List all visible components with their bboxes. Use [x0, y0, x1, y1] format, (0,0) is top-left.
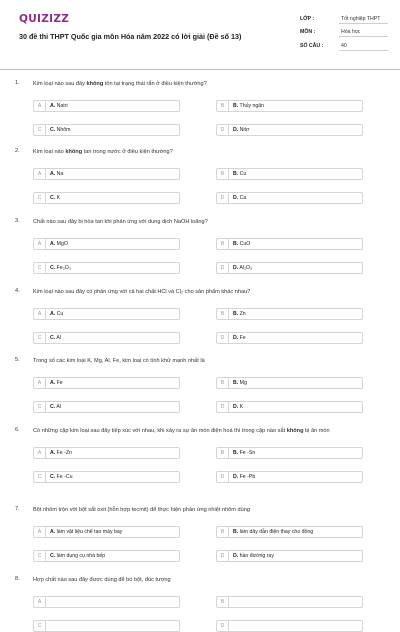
quizizz-logo: QUIZIZZ	[19, 13, 70, 25]
option-label	[50, 101, 68, 112]
option-text: làm vật liệu chế tạo máy bay	[56, 529, 123, 535]
option-label	[233, 169, 246, 180]
emphasis-text: không	[65, 149, 83, 155]
option-text: Fe -Sn	[239, 450, 256, 456]
meta-label: SỐ CÂU :	[300, 42, 324, 49]
option-letter-badge: C	[34, 621, 46, 632]
answer-option-b[interactable]	[216, 447, 363, 459]
option-key: B.	[233, 103, 239, 109]
option-key: D.	[233, 335, 239, 341]
option-letter-badge: A	[34, 597, 46, 608]
option-text: Fe -Cu	[56, 474, 73, 480]
option-label	[233, 193, 246, 204]
answer-option-d[interactable]	[216, 471, 363, 483]
option-label	[233, 239, 250, 250]
answer-option-a[interactable]	[33, 526, 180, 538]
question-text: Có những cặp kim loại sau đây tiếp xúc với nhau, khi xảy ra sự ăn mòn điện hoá thì trong cặp nào sắt không bị ăn mòn	[33, 428, 330, 434]
question-text: Kim loại nào không tan trong nước ở điều kiện thường?	[33, 149, 173, 155]
question-text: Chất nào sau đây bị hòa tan khi phản ứng với dung dịch NaOH loãng?	[33, 219, 208, 225]
option-text: Ca	[239, 195, 247, 201]
option-letter-badge: A	[34, 448, 46, 459]
answer-option-c[interactable]	[33, 620, 180, 632]
option-letter-badge: B	[217, 527, 229, 538]
option-text: Mg	[239, 380, 247, 386]
answer-option-d[interactable]	[216, 124, 363, 136]
option-label	[50, 527, 122, 538]
answer-option-b[interactable]	[216, 596, 363, 608]
option-letter-badge: C	[34, 472, 46, 483]
meta-row-grade	[300, 12, 388, 26]
option-text: làm dụng cụ nhà bếp	[56, 553, 106, 559]
option-letter-badge: B	[217, 169, 229, 180]
meta-label: LỚP :	[300, 15, 315, 22]
option-letter-badge: B	[217, 309, 229, 320]
option-letter-badge: D	[217, 621, 229, 632]
question-number: 3.	[15, 218, 20, 224]
option-text: làm dây dẫn điện thay cho đồng	[239, 529, 314, 535]
option-label	[50, 125, 70, 136]
question-number: 4.	[15, 288, 20, 294]
option-key: A.	[50, 450, 56, 456]
option-text: Al	[56, 404, 61, 410]
option-label	[50, 472, 73, 483]
option-letter-badge: A	[34, 527, 46, 538]
option-key: C.	[50, 404, 56, 410]
option-label	[233, 527, 313, 538]
answer-option-c[interactable]	[33, 401, 180, 413]
option-key: C.	[50, 127, 56, 133]
option-text: Nitơ	[239, 127, 250, 133]
option-letter-badge: C	[34, 551, 46, 562]
answer-option-b[interactable]	[216, 168, 363, 180]
option-label	[233, 472, 255, 483]
option-key: B.	[233, 380, 239, 386]
option-label	[50, 169, 63, 180]
question-text: Kim loại nào sau đây không tồn tại trạng thái rắn ở điều kiện thường?	[33, 81, 207, 87]
answer-option-b[interactable]	[216, 526, 363, 538]
option-key: A.	[50, 241, 56, 247]
answer-option-a[interactable]	[33, 100, 180, 112]
answer-option-a[interactable]	[33, 377, 180, 389]
answer-option-d[interactable]	[216, 550, 363, 562]
option-key: D.	[233, 127, 239, 133]
option-letter-badge: C	[34, 193, 46, 204]
option-key: B.	[233, 171, 239, 177]
option-letter-badge: B	[217, 101, 229, 112]
option-text: Nhôm	[56, 127, 71, 133]
answer-option-d[interactable]	[216, 401, 363, 413]
option-text: hàn đường ray	[239, 553, 274, 559]
option-key: A.	[50, 311, 56, 317]
option-letter-badge: D	[217, 333, 229, 344]
answer-option-c[interactable]	[33, 471, 180, 483]
option-letter-badge: A	[34, 378, 46, 389]
option-text: Zn	[239, 311, 246, 317]
option-label	[50, 402, 61, 413]
option-key: C.	[50, 265, 56, 271]
option-text: Fe₂O₃	[56, 265, 71, 271]
option-key: D.	[233, 404, 239, 410]
option-label	[233, 378, 247, 389]
option-key: B.	[233, 450, 239, 456]
answer-option-c[interactable]	[33, 550, 180, 562]
option-label	[50, 448, 72, 459]
option-key: B.	[233, 311, 239, 317]
option-letter-badge: D	[217, 402, 229, 413]
answer-option-a[interactable]	[33, 447, 180, 459]
option-text: Cu	[56, 311, 64, 317]
option-label	[50, 193, 60, 204]
option-letter-badge: A	[34, 239, 46, 250]
option-text: CuO	[239, 241, 251, 247]
question-text: Bột nhôm trộn với bột sắt oxit (hỗn hợp tecmit) để thực hiện phản ứng nhiệt nhôm dùng	[33, 507, 250, 513]
answer-option-a[interactable]	[33, 168, 180, 180]
answer-option-c[interactable]	[33, 124, 180, 136]
answer-option-d[interactable]	[216, 262, 363, 274]
option-label	[50, 333, 61, 344]
option-label	[233, 125, 249, 136]
option-letter-badge: B	[217, 378, 229, 389]
option-letter-badge: B	[217, 239, 229, 250]
meta-label: MÔN :	[300, 29, 316, 36]
header-divider	[0, 69, 400, 70]
option-label	[50, 378, 63, 389]
option-key: C.	[50, 335, 56, 341]
question-number: 8.	[15, 576, 20, 582]
option-text: Fe -Pb	[239, 474, 256, 480]
option-key: D.	[233, 553, 239, 559]
option-text: Thủy ngân	[239, 103, 265, 109]
answer-option-d[interactable]	[216, 192, 363, 204]
option-key: D.	[233, 474, 239, 480]
question-number: 1.	[15, 80, 20, 86]
worksheet-title: 30 đề thi THPT Quốc gia môn Hóa năm 2022 có lời giải (Đề số 13)	[19, 32, 242, 41]
worksheet-meta	[300, 12, 388, 53]
option-text: Fe -Zn	[56, 450, 72, 456]
answer-option-b[interactable]	[216, 308, 363, 320]
question-text: Hợp chất nào sau đây được dùng để bó bột, đúc tượng	[33, 577, 171, 583]
option-label	[233, 402, 243, 413]
meta-row-question-count	[300, 39, 388, 53]
option-text: K	[239, 404, 244, 410]
answer-option-c[interactable]	[33, 192, 180, 204]
option-key: C.	[50, 553, 56, 559]
option-text: Fe	[239, 335, 246, 341]
meta-value: Tốt nghiệp THPT	[339, 14, 388, 24]
option-letter-badge: D	[217, 263, 229, 274]
option-letter-badge: C	[34, 333, 46, 344]
option-letter-badge: D	[217, 125, 229, 136]
option-key: B.	[233, 241, 239, 247]
option-letter-badge: C	[34, 125, 46, 136]
worksheet-header	[0, 0, 400, 62]
option-letter-badge: C	[34, 263, 46, 274]
option-text: Cu	[239, 171, 247, 177]
option-letter-badge: C	[34, 402, 46, 413]
answer-option-d[interactable]	[216, 332, 363, 344]
option-key: A.	[50, 103, 56, 109]
option-letter-badge: A	[34, 309, 46, 320]
question-text: Kim loại nào sau đây có phản ứng với cả hai chất HCl và Cl₂ cho sản phẩm khác nhau?	[33, 289, 251, 295]
option-text: Natri	[56, 103, 68, 109]
option-key: B.	[233, 529, 239, 535]
option-label	[50, 263, 71, 274]
option-letter-badge: D	[217, 551, 229, 562]
answer-option-c[interactable]	[33, 262, 180, 274]
option-label	[233, 333, 246, 344]
option-label	[233, 551, 274, 562]
option-label	[233, 101, 264, 112]
option-text: MgO	[56, 241, 68, 247]
option-text: Al₂O₃	[239, 265, 253, 271]
answer-option-b[interactable]	[216, 100, 363, 112]
option-label	[50, 309, 63, 320]
option-text: Na	[56, 171, 64, 177]
option-letter-badge: D	[217, 472, 229, 483]
emphasis-text: không	[86, 81, 104, 87]
option-letter-badge: B	[217, 597, 229, 608]
answer-option-c[interactable]	[33, 332, 180, 344]
option-letter-badge: A	[34, 101, 46, 112]
option-letter-badge: D	[217, 193, 229, 204]
option-text: K	[56, 195, 61, 201]
option-text: Al	[56, 335, 61, 341]
question-number: 7.	[15, 506, 20, 512]
option-key: D.	[233, 265, 239, 271]
question-number: 6.	[15, 427, 20, 433]
question-number: 5.	[15, 357, 20, 363]
question-number: 2.	[15, 148, 20, 154]
answer-option-a[interactable]	[33, 238, 180, 250]
option-key: A.	[50, 529, 56, 535]
option-label	[233, 309, 246, 320]
question-text: Trong số các kim loại K, Mg, Al, Fe, kim loại có tính khử mạnh nhất là	[33, 358, 205, 364]
answer-option-b[interactable]	[216, 377, 363, 389]
emphasis-text: không	[286, 428, 304, 434]
option-letter-badge: B	[217, 448, 229, 459]
option-label	[233, 448, 255, 459]
answer-option-a[interactable]	[33, 308, 180, 320]
meta-value: Hóa học	[339, 27, 388, 37]
option-letter-badge: A	[34, 169, 46, 180]
answer-option-b[interactable]	[216, 238, 363, 250]
option-key: A.	[50, 380, 56, 386]
option-label	[50, 551, 105, 562]
meta-row-subject	[300, 26, 388, 40]
option-key: A.	[50, 171, 56, 177]
answer-option-d[interactable]	[216, 620, 363, 632]
option-text: Fe	[56, 380, 63, 386]
option-key: C.	[50, 195, 56, 201]
meta-value: 40	[339, 41, 388, 51]
option-key: C.	[50, 474, 56, 480]
option-label	[50, 239, 68, 250]
option-label	[233, 263, 252, 274]
answer-option-a[interactable]	[33, 596, 180, 608]
option-key: D.	[233, 195, 239, 201]
